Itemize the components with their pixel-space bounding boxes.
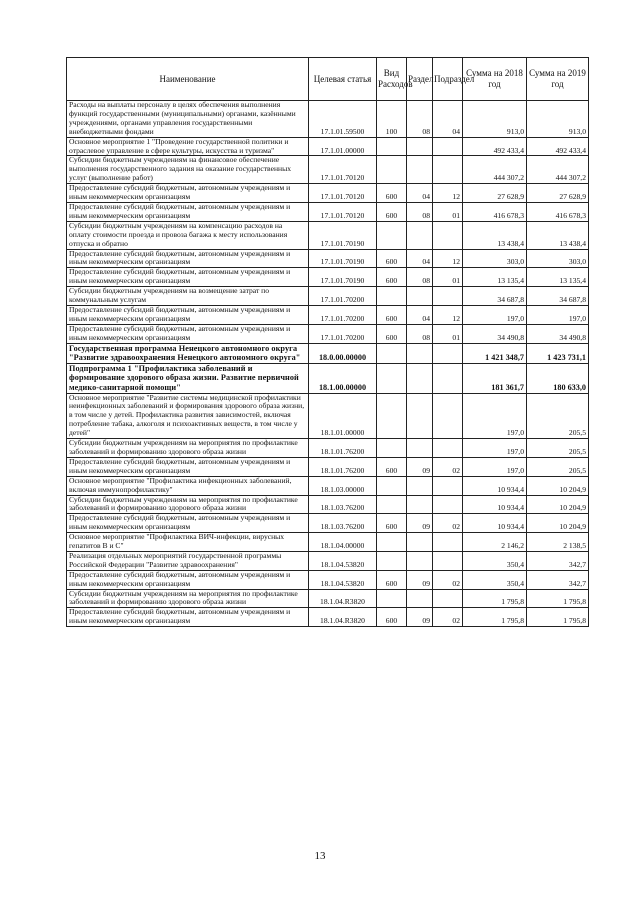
table-row: [67, 570, 589, 589]
table-row: [67, 305, 589, 324]
cell-subsection: 02: [433, 457, 463, 476]
cell-type: 600: [377, 268, 407, 287]
cell-target: 17.1.01.70190: [309, 249, 377, 268]
cell-sum-2019: 1 423 731,1: [527, 343, 589, 363]
cell-sum-2019: 10 204,9: [527, 514, 589, 533]
cell-sum-2018: 197,0: [463, 393, 527, 439]
cell-target: 18.1.04.R3820: [309, 589, 377, 608]
header-target: Целевая статья: [309, 58, 377, 101]
cell-target: 18.1.03.76200: [309, 514, 377, 533]
table-row: [67, 439, 589, 458]
cell-section: [407, 343, 433, 363]
cell-subsection: 02: [433, 608, 463, 627]
cell-name: Субсидии бюджетным учреждениям на мероприятия по профилактике заболеваний и формированию здорового образа жизни: [67, 589, 309, 608]
cell-type: [377, 393, 407, 439]
cell-sum-2018: 913,0: [463, 101, 527, 138]
table-row: [67, 495, 589, 514]
cell-sum-2019: 27 628,9: [527, 184, 589, 203]
cell-sum-2018: 350,4: [463, 551, 527, 570]
cell-section: 09: [407, 457, 433, 476]
cell-target: 17.1.01.70190: [309, 221, 377, 249]
cell-sum-2018: 34 490,8: [463, 324, 527, 343]
cell-name: Основное мероприятие 1 "Проведение государственной политики и отраслевое управление в сфере культуры, искусства и туризма": [67, 137, 309, 156]
cell-name: Предоставление субсидий бюджетным, автономным учреждениям и иным некоммерческим организациям: [67, 514, 309, 533]
cell-sum-2018: 10 934,4: [463, 476, 527, 495]
cell-sum-2019: 13 135,4: [527, 268, 589, 287]
cell-sum-2019: 13 438,4: [527, 221, 589, 249]
cell-sum-2019: 2 138,5: [527, 533, 589, 552]
cell-section: [407, 589, 433, 608]
table-row: [67, 287, 589, 306]
cell-sum-2018: 416 678,3: [463, 202, 527, 221]
cell-name: Основное мероприятие "Развитие системы медицинской профилактики неинфекционных заболеваний и формирования здорового образа жизни, в том числе у детей. Профилактика развития зависимостей, включая потребление табака, алкоголя и психоактивных веществ, в том числе у детей": [67, 393, 309, 439]
cell-target: 17.1.01.70120: [309, 184, 377, 203]
cell-type: 600: [377, 608, 407, 627]
header-sum-2019: Сумма на 2019 год: [527, 58, 589, 101]
cell-sum-2019: 1 795,8: [527, 608, 589, 627]
cell-subsection: 01: [433, 268, 463, 287]
cell-type: [377, 495, 407, 514]
cell-target: 17.1.01.70190: [309, 268, 377, 287]
header-subsection: Подраздел: [433, 58, 463, 101]
cell-sum-2018: 10 934,4: [463, 514, 527, 533]
cell-section: [407, 393, 433, 439]
cell-section: 04: [407, 184, 433, 203]
cell-section: 04: [407, 305, 433, 324]
table-row: [67, 184, 589, 203]
cell-target: 17.1.01.00000: [309, 137, 377, 156]
cell-sum-2018: 181 361,7: [463, 363, 527, 393]
cell-type: [377, 551, 407, 570]
table-header-row: [67, 58, 589, 101]
cell-sum-2018: 350,4: [463, 570, 527, 589]
cell-subsection: [433, 287, 463, 306]
table-row: [67, 551, 589, 570]
cell-sum-2019: 205,5: [527, 393, 589, 439]
cell-sum-2018: 10 934,4: [463, 495, 527, 514]
cell-sum-2019: 444 307,2: [527, 156, 589, 184]
cell-name: Предоставление субсидий бюджетным, автономным учреждениям и иным некоммерческим организациям: [67, 457, 309, 476]
cell-subsection: 02: [433, 514, 463, 533]
table-row: [67, 324, 589, 343]
cell-subsection: 04: [433, 101, 463, 138]
cell-section: 09: [407, 570, 433, 589]
cell-sum-2018: 444 307,2: [463, 156, 527, 184]
cell-subsection: [433, 137, 463, 156]
cell-sum-2019: 416 678,3: [527, 202, 589, 221]
cell-sum-2019: 10 204,9: [527, 476, 589, 495]
cell-target: 17.1.01.70120: [309, 156, 377, 184]
table-row: [67, 608, 589, 627]
cell-type: 600: [377, 514, 407, 533]
cell-subsection: 12: [433, 305, 463, 324]
cell-type: [377, 221, 407, 249]
cell-subsection: [433, 221, 463, 249]
cell-name: Предоставление субсидий бюджетным, автономным учреждениям и иным некоммерческим организациям: [67, 202, 309, 221]
cell-section: [407, 363, 433, 393]
cell-target: 17.1.01.59500: [309, 101, 377, 138]
cell-name: Государственная программа Ненецкого автономного округа "Развитие здравоохранения Ненецкого автономного округа": [67, 343, 309, 363]
cell-section: 08: [407, 101, 433, 138]
cell-name: Субсидии бюджетным учреждениям на финансовое обеспечение выполнения государственного задания на оказание государственных услуг (выполнение работ): [67, 156, 309, 184]
table-row: [67, 514, 589, 533]
cell-type: 600: [377, 202, 407, 221]
cell-subsection: 01: [433, 202, 463, 221]
cell-target: 18.1.04.53820: [309, 551, 377, 570]
cell-sum-2018: 1 795,8: [463, 589, 527, 608]
cell-name: Предоставление субсидий бюджетным, автономным учреждениям и иным некоммерческим организациям: [67, 249, 309, 268]
cell-sum-2018: 13 438,4: [463, 221, 527, 249]
cell-sum-2019: 180 633,0: [527, 363, 589, 393]
cell-sum-2018: 492 433,4: [463, 137, 527, 156]
cell-target: 18.1.01.00000: [309, 393, 377, 439]
cell-section: [407, 476, 433, 495]
cell-sum-2018: 1 795,8: [463, 608, 527, 627]
cell-section: [407, 221, 433, 249]
table-row: [67, 156, 589, 184]
cell-section: [407, 287, 433, 306]
cell-type: 100: [377, 101, 407, 138]
cell-target: 17.1.01.70200: [309, 287, 377, 306]
cell-name: Субсидии бюджетным учреждениям на мероприятия по профилактике заболеваний и формированию здорового образа жизни: [67, 439, 309, 458]
cell-sum-2018: 34 687,8: [463, 287, 527, 306]
cell-section: [407, 495, 433, 514]
cell-name: Предоставление субсидий бюджетным, автономным учреждениям и иным некоммерческим организациям: [67, 184, 309, 203]
cell-sum-2019: 34 490,8: [527, 324, 589, 343]
cell-type: 600: [377, 570, 407, 589]
cell-subsection: 12: [433, 184, 463, 203]
cell-name: Основное мероприятие "Профилактика инфекционных заболеваний, включая иммунопрофилактику": [67, 476, 309, 495]
budget-table-sheet: [66, 57, 588, 627]
cell-section: [407, 156, 433, 184]
cell-target: 18.1.03.76200: [309, 495, 377, 514]
header-type: Вид Расходов: [377, 58, 407, 101]
cell-sum-2019: 492 433,4: [527, 137, 589, 156]
cell-name: Субсидии бюджетным учреждениям на возмещение затрат по коммунальным услугам: [67, 287, 309, 306]
cell-subsection: [433, 439, 463, 458]
cell-type: [377, 363, 407, 393]
cell-sum-2018: 197,0: [463, 305, 527, 324]
table-row: [67, 457, 589, 476]
cell-name: Предоставление субсидий бюджетным, автономным учреждениям и иным некоммерческим организациям: [67, 570, 309, 589]
cell-name: Предоставление субсидий бюджетным, автономным учреждениям и иным некоммерческим организациям: [67, 268, 309, 287]
header-section: Раздел: [407, 58, 433, 101]
cell-section: [407, 551, 433, 570]
cell-sum-2019: 1 795,8: [527, 589, 589, 608]
cell-name: Основное мероприятие "Профилактика ВИЧ-инфекции, вирусных гепатитов В и С": [67, 533, 309, 552]
cell-sum-2019: 342,7: [527, 551, 589, 570]
table-row: [67, 137, 589, 156]
cell-name: Субсидии бюджетным учреждениям на мероприятия по профилактике заболеваний и формированию здорового образа жизни: [67, 495, 309, 514]
cell-name: Реализация отдельных мероприятий государственной программы Российской Федерации "Развитие здравоохранения": [67, 551, 309, 570]
cell-name: Предоставление субсидий бюджетным, автономным учреждениям и иным некоммерческим организациям: [67, 608, 309, 627]
cell-sum-2019: 205,5: [527, 457, 589, 476]
cell-target: 18.1.01.76200: [309, 457, 377, 476]
cell-type: [377, 156, 407, 184]
cell-sum-2019: 913,0: [527, 101, 589, 138]
cell-target: 18.1.00.00000: [309, 363, 377, 393]
table-row: [67, 343, 589, 363]
cell-subsection: [433, 495, 463, 514]
cell-type: [377, 476, 407, 495]
table-row: [67, 249, 589, 268]
cell-type: [377, 343, 407, 363]
table-row: [67, 476, 589, 495]
cell-sum-2018: 2 146,2: [463, 533, 527, 552]
cell-target: 18.1.04.53820: [309, 570, 377, 589]
header-sum-2018: Сумма на 2018 год: [463, 58, 527, 101]
cell-subsection: [433, 156, 463, 184]
cell-sum-2019: 205,5: [527, 439, 589, 458]
cell-sum-2018: 1 421 348,7: [463, 343, 527, 363]
table-row: [67, 101, 589, 138]
cell-subsection: [433, 343, 463, 363]
page-number: 13: [314, 850, 326, 862]
cell-section: 08: [407, 268, 433, 287]
cell-type: [377, 439, 407, 458]
cell-sum-2018: 13 135,4: [463, 268, 527, 287]
cell-target: 17.1.01.70200: [309, 305, 377, 324]
cell-name: Расходы на выплаты персоналу в целях обеспечения выполнения функций государственными (муниципальными) органами, казёнными учреждениями, органами управления государственными внебюджетными фондами: [67, 101, 309, 138]
cell-subsection: 12: [433, 249, 463, 268]
cell-type: 600: [377, 324, 407, 343]
cell-sum-2018: 197,0: [463, 457, 527, 476]
cell-type: 600: [377, 457, 407, 476]
cell-target: 18.1.03.00000: [309, 476, 377, 495]
cell-name: Субсидии бюджетным учреждениям на компенсацию расходов на оплату стоимости проезда и провоза багажа к месту использования отпуска и обратно: [67, 221, 309, 249]
table-row: [67, 221, 589, 249]
table-row: [67, 363, 589, 393]
cell-sum-2019: 197,0: [527, 305, 589, 324]
cell-section: [407, 137, 433, 156]
cell-sum-2018: 27 628,9: [463, 184, 527, 203]
table-row: [67, 393, 589, 439]
cell-type: [377, 533, 407, 552]
cell-type: [377, 137, 407, 156]
cell-target: 18.1.01.76200: [309, 439, 377, 458]
cell-target: 17.1.01.70120: [309, 202, 377, 221]
cell-type: 600: [377, 184, 407, 203]
cell-subsection: [433, 551, 463, 570]
cell-sum-2018: 303,0: [463, 249, 527, 268]
cell-section: 09: [407, 608, 433, 627]
cell-subsection: [433, 476, 463, 495]
cell-subsection: [433, 363, 463, 393]
cell-target: 18.1.04.00000: [309, 533, 377, 552]
cell-subsection: 01: [433, 324, 463, 343]
table-body: [67, 101, 589, 627]
cell-section: [407, 439, 433, 458]
cell-target: 18.1.04.R3820: [309, 608, 377, 627]
cell-target: 17.1.01.70200: [309, 324, 377, 343]
cell-name: Предоставление субсидий бюджетным, автономным учреждениям и иным некоммерческим организациям: [67, 324, 309, 343]
cell-subsection: [433, 533, 463, 552]
cell-sum-2019: 10 204,9: [527, 495, 589, 514]
cell-sum-2019: 34 687,8: [527, 287, 589, 306]
cell-type: 600: [377, 249, 407, 268]
cell-subsection: [433, 589, 463, 608]
budget-table: [66, 57, 589, 627]
cell-subsection: 02: [433, 570, 463, 589]
cell-type: 600: [377, 305, 407, 324]
table-row: [67, 268, 589, 287]
cell-section: 08: [407, 202, 433, 221]
cell-section: 08: [407, 324, 433, 343]
cell-section: [407, 533, 433, 552]
cell-target: 18.0.00.00000: [309, 343, 377, 363]
cell-name: Предоставление субсидий бюджетным, автономным учреждениям и иным некоммерческим организациям: [67, 305, 309, 324]
table-row: [67, 589, 589, 608]
header-name: Наименование: [67, 58, 309, 101]
table-row: [67, 202, 589, 221]
cell-sum-2019: 342,7: [527, 570, 589, 589]
cell-name: Подпрограмма 1 "Профилактика заболеваний и формирование здорового образа жизни. Развитие первичной медико-санитарной помощи": [67, 363, 309, 393]
cell-type: [377, 589, 407, 608]
cell-section: 09: [407, 514, 433, 533]
table-row: [67, 533, 589, 552]
cell-sum-2019: 303,0: [527, 249, 589, 268]
cell-type: [377, 287, 407, 306]
cell-section: 04: [407, 249, 433, 268]
cell-subsection: [433, 393, 463, 439]
cell-sum-2018: 197,0: [463, 439, 527, 458]
